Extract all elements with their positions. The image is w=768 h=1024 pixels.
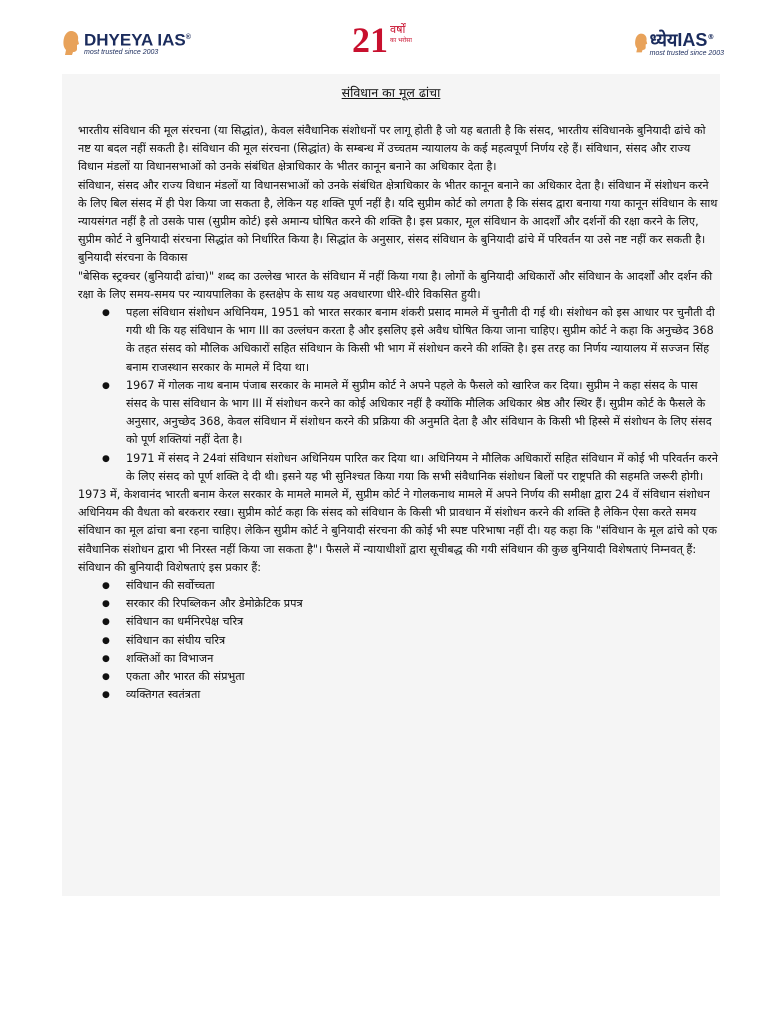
list-item: ● संविधान का संघीय चरित्र	[126, 632, 718, 650]
features-intro: संविधान की बुनियादी विशेषताएं इस प्रकार हैं:	[78, 560, 262, 574]
list-item: ● 1971 में संसद ने 24वां संविधान संशोधन अधिनियम पारित कर दिया था। अधिनियम ने मौलिक अधिकारों सहित संविधान में कोई भी परिवर्तन करने के लिए संसद को पूर्ण शक्ति दे दी थी। इसने यह भी सुनिश्चत किया गया कि सभी संवैधानिक संशोधन बिलों पर राष्ट्रपति की सहमति जरूरी होगी।	[126, 450, 718, 486]
page-header	[0, 0, 768, 72]
dhyeya-ias-logo-left	[62, 30, 191, 56]
list-item: ● सरकार की रिपब्लिकन और डेमोक्रेटिक प्रपत्र	[126, 595, 718, 613]
document-body	[62, 74, 720, 896]
profile-head-icon	[634, 32, 648, 54]
years-subtext: का भरोसा	[390, 37, 412, 44]
right-brand-ias: IAS	[677, 30, 708, 50]
list-item: ● व्यक्तिगत स्वतंत्रता	[126, 686, 718, 704]
list-item: ● एकता और भारत की संप्रभुता	[126, 668, 718, 686]
list-item: ● संविधान की सर्वोच्चता	[126, 577, 718, 595]
features-list	[78, 577, 718, 704]
left-tagline: most trusted since 2003	[84, 48, 159, 56]
powers-paragraph: संविधान, संसद और राज्य विधान मंडलों या विधानसभाओं को उनके संबंधित क्षेत्राधिकार के भीतर कानून बनाने का अधिकार देता है। संविधान में संशोधन करने के लिए बिल संसद में ही पेश किया जा सकता है, लेकिन यह शक्ति पूर्ण नहीं है। यदि सुप्रीम कोर्ट को लगता है कि संसद द्वारा बनाया गया कानून संविधान के साथ न्यायसंगत नहीं है तो उसके पास (सुप्रीम कोर्ट) इसे अमान्य घोषित करने की शक्ति है। इस प्रकार, मूल संविधान के आदर्शों और दर्शनों की रक्षा करने के लिए, सुप्रीम कोर्ट ने बुनियादी संरचना सिद्धांत को निर्धारित किया है। सिद्धांत के अनुसार, संसद संविधान के बुनियादी ढांचे में परिवर्तन या उसे नष्ट नहीं कर सकती है।	[78, 178, 718, 247]
right-tagline: most trusted since 2003	[649, 50, 724, 57]
kesavananda-paragraph: 1973 में, केशवानंद भारती बनाम केरल सरकार के मामले मामले में, सुप्रीम कोर्ट ने गोलकनाथ मामले में अपने निर्णय की समीक्षा द्वारा 24 वें संविधान संशोधन अधिनियम की वैधता को बरकरार रखा। सुप्रीम कोर्ट कहा कि संसद को संविधान के किसी भी प्रावधान में संशोधन करने की शक्ति है लेकिन ऐसा करते समय संविधान का मूल ढांचा बना रहना चाहिए। लेकिन सुप्रीम कोर्ट ने बुनियादी संरचना की कोई भी स्पष्ट परिभाषा नहीं दी। यह कहा कि "संविधान के मूल ढांचे को एक संवैधानिक संशोधन द्वारा भी निरस्त नहीं किया जा सकता है"। फैसले में न्यायाधीशों द्वारा सूचीबद्ध की गयी संविधान की कुछ बुनियादी विशेषताएं निम्नवत् हैं:	[78, 488, 717, 556]
list-item: ● शक्तिओं का विभाजन	[126, 650, 718, 668]
21-years-logo	[352, 20, 412, 60]
case-history-list	[78, 304, 718, 486]
intro-paragraph: भारतीय संविधान की मूल संरचना (या सिद्धांत), केवल संवैधानिक संशोधनों पर लागू होती है जो यह बताती है कि संसद, भारतीय संविधानके बुनियादी ढांचे को नष्ट या बदल नहीं सकती है। संविधान की मूल संरचना (सिद्धांत) के सम्बन्ध में उच्चतम न्यायालय के कई महत्वपूर्ण निर्णय रहे हैं। संविधान, संसद और राज्य विधान मंडलों या विधानसभाओं को उनके संबंधित क्षेत्राधिकार के भीतर कानून बनाने का अधिकार देता है।	[78, 124, 706, 174]
dhyeya-ias-logo-right	[634, 28, 724, 57]
document-text	[78, 122, 718, 705]
left-reg-mark: ®	[185, 34, 191, 42]
years-number: 21	[352, 20, 388, 60]
profile-head-icon	[62, 30, 80, 56]
years-word: वर्षों	[390, 23, 406, 36]
list-item: ● पहला संविधान संशोधन अधिनियम, 1951 को भारत सरकार बनाम शंकरी प्रसाद मामले में चुनौती दी गई थी। संशोधन को इस आधार पर चुनौती दी गयी थी कि यह संविधान के भाग III का उल्लंघन करता है और इसलिए इसे अवैध घोषित किया जाना चाहिए। सुप्रीम कोर्ट ने कहा कि अनुच्छेद 368 के तहत संसद को मौलिक अधिकारों सहित संविधान के किसी भी भाग में संशोधन करने की शक्ति है। इस तरह का निर्णय न्यायालय में सज्जन सिंह बनाम राजस्थान सरकार के मामले में दिया था।	[126, 304, 718, 377]
list-item: ● 1967 में गोलक नाथ बनाम पंजाब सरकार के मामले में सुप्रीम कोर्ट ने अपने पहले के फैसले को खारिज कर दिया। सुप्रीम ने कहा संसद के पास संसद के पास संविधान के भाग III में संशोधन करने का कोई अधिकार नहीं है क्योंकि मौलिक अधिकार श्रेष्ठ और स्थिर हैं। सुप्रीम कोर्ट के फैसले के अनुसार, अनुच्छेद 368, केवल संविधान में संशोधन करने की प्रक्रिया की अनुमति देता है और संविधान के किसी भी हिस्से में संशोधन के लिए संसद को पूर्ण शक्तियां नहीं देता है।	[126, 377, 718, 450]
page-title: संविधान का मूल ढांचा	[341, 85, 441, 100]
right-reg-mark: ®	[707, 33, 715, 41]
left-brand-name: DHYEYA IAS	[84, 30, 186, 50]
list-item: ● संविधान का धर्मनिरपेक्ष चरित्र	[126, 613, 718, 631]
basic-structure-paragraph: "बेसिक स्ट्रक्चर (बुनियादी ढांचा)" शब्द का उल्लेख भारत के संविधान में नहीं किया गया है। लोगों के बुनियादी अधिकारों और संविधान के आदर्शों और दर्शन की रक्षा के लिए समय-समय पर न्यायपालिका के हस्तक्षेप के साथ यह अवधारणा धीरे-धीरे विकसित हुयी।	[78, 269, 713, 301]
right-brand-hindi: ध्येय	[649, 30, 678, 51]
section-subheading: बुनियादी संरचना के विकास	[78, 251, 188, 265]
